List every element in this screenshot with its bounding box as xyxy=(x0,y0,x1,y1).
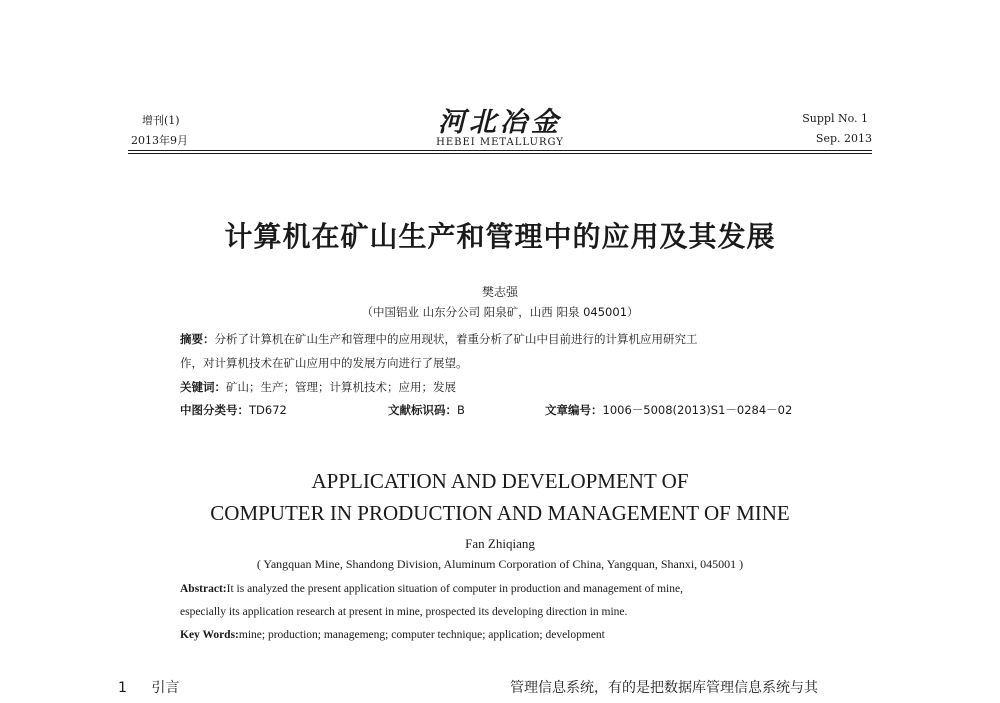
abstract-en xyxy=(180,583,683,595)
abstract-cn xyxy=(180,331,698,347)
affiliation-en: ( Yangquan Mine, Shandong Division, Aluminum Corporation of China, Yangquan, Shanxi, 045001 ) xyxy=(256,557,744,571)
abstract-cn-label: 摘要： xyxy=(180,332,215,346)
keywords-en-text: mine; production; managemeng; computer technique; application; development xyxy=(238,629,605,641)
section-1-heading xyxy=(118,677,179,697)
journal-logo: 河北冶金 xyxy=(438,107,562,138)
issue-date-en: Sep. 2013 xyxy=(815,132,872,145)
section-1-title: 引言 xyxy=(151,680,180,696)
abstract-en-line2: especially its application research at present in mine, prospected its developing direction in mine. xyxy=(180,606,628,618)
keywords-cn-label: 关键词： xyxy=(180,380,226,394)
document-code-value: B xyxy=(457,403,465,417)
paper-title-en-line2: COMPUTER IN PRODUCTION AND MANAGEMENT OF MINE xyxy=(210,501,790,525)
keywords-cn-text: 矿山；生产；管理；计算机技术；应用；发展 xyxy=(226,380,456,394)
issue-supplement-en: Suppl No. 1 xyxy=(802,112,868,125)
author-cn: 樊志强 xyxy=(481,285,518,299)
article-number-label: 文章编号： xyxy=(545,403,603,417)
body-text-right-line1: 管理信息系统，有的是把数据库管理信息系统与其 xyxy=(510,680,818,696)
clc-value: TD672 xyxy=(249,403,287,417)
header-rule-bottom xyxy=(128,153,872,154)
section-1-number: 1 xyxy=(118,680,127,696)
paper-title-en-line1: APPLICATION AND DEVELOPMENT OF xyxy=(311,469,689,493)
affiliation-cn: （中国铝业 山东分公司 阳泉矿，山西 阳泉 045001） xyxy=(361,305,639,319)
document-code xyxy=(388,402,465,418)
keywords-en-label: Key Words: xyxy=(180,629,239,641)
clc-number xyxy=(180,402,287,418)
abstract-en-label: Abstract: xyxy=(180,583,227,595)
keywords-en xyxy=(180,629,605,641)
author-en: Fan Zhiqiang xyxy=(465,536,535,551)
journal-name-en: HEBEI METALLURGY xyxy=(436,137,564,148)
abstract-cn-line1: 分析了计算机在矿山生产和管理中的应用现状，着重分析了矿山中目前进行的计算机应用研究工 xyxy=(214,332,698,346)
document-code-label: 文献标识码： xyxy=(388,403,457,417)
abstract-en-line1: It is analyzed the present application situation of computer in production and management of mine, xyxy=(226,583,683,595)
article-number-value: 1006－5008(2013)S1－0284－02 xyxy=(602,403,793,417)
issue-supplement: 增刊(1) xyxy=(142,114,180,127)
keywords-cn xyxy=(180,379,456,395)
journal-masthead xyxy=(420,100,580,148)
clc-label: 中图分类号： xyxy=(180,403,249,417)
paper-title-cn: 计算机在矿山生产和管理中的应用及其发展 xyxy=(224,220,776,253)
header-rule-top xyxy=(128,150,872,151)
abstract-cn-line2: 作，对计算机技术在矿山应用中的发展方向进行了展望。 xyxy=(180,356,468,370)
issue-date: 2013年9月 xyxy=(131,134,188,147)
article-number xyxy=(545,402,792,418)
